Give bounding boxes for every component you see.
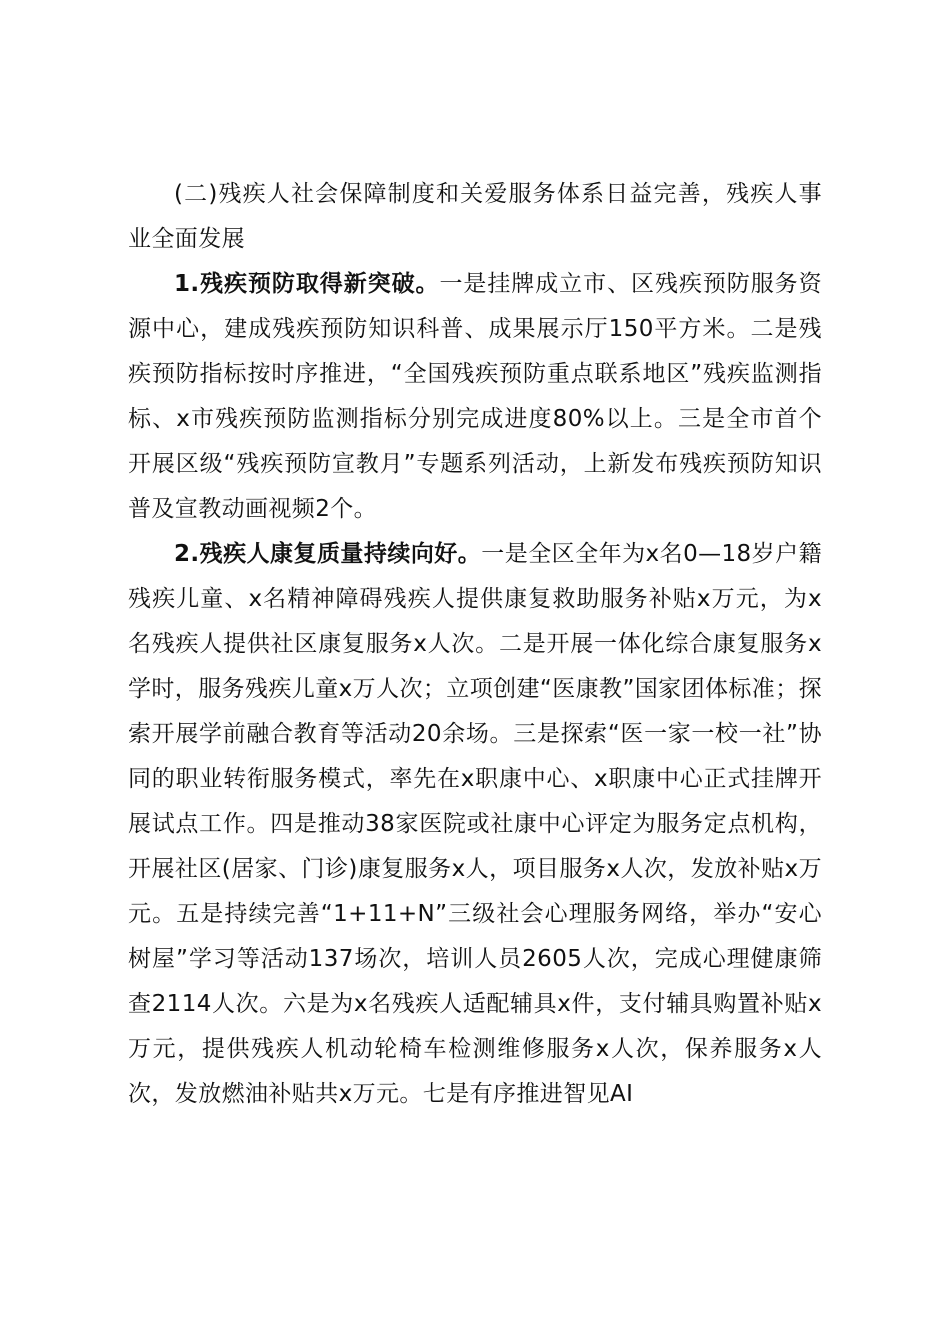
paragraph-rehabilitation [128, 532, 822, 1117]
paragraph-text: 一是挂牌成立市、区残疾预防服务资源中心，建成残疾预防知识科普、成果展示厅150平方米。二是残疾预防指标按时序推进，“全国残疾预防重点联系地区”残疾监测指标、x市残疾预防监测指标分别完成进度80%以上。三是全市首个开展区级“残疾预防宣教月”专题系列活动，上新发布残疾预防知识普及宣教动画视频2个。 [128, 271, 822, 522]
section-heading: (二)残疾人社会保障制度和关爱服务体系日益完善，残疾人事业全面发展 [128, 181, 822, 252]
paragraph-prevention [128, 262, 822, 532]
paragraph-text: 一是全区全年为x名0—18岁户籍残疾儿童、x名精神障碍残疾人提供康复救助服务补贴x万元，为x名残疾人提供社区康复服务x人次。二是开展一体化综合康复服务x学时，服务残疾儿童x万人次；立项创建“医康教”国家团体标准；探索开展学前融合教育等活动20余场。三是探索“医一家一校一社”协同的职业转衔服务模式，率先在x职康中心、x职康中心正式挂牌开展试点工作。四是推动38家医院或社康中心评定为服务定点机构，开展社区(居家、门诊)康复服务x人，项目服务x人次，发放补贴x万元。五是持续完善“1+11+N”三级社会心理服务网络，举办“安心树屋”学习等活动137场次，培训人员2605人次，完成心理健康筛查2114人次。六是为x名残疾人适配辅具x件，支付辅具购置补贴x万元，提供残疾人机动轮椅车检测维修服务x人次，保养服务x人次，发放燃油补贴共x万元。七是有序推进智见AI [128, 541, 822, 1107]
paragraph-lead: 2.残疾人康复质量持续向好。 [174, 541, 482, 567]
paragraph-lead: 1.残疾预防取得新突破。 [174, 271, 440, 297]
document-body [128, 172, 822, 1117]
